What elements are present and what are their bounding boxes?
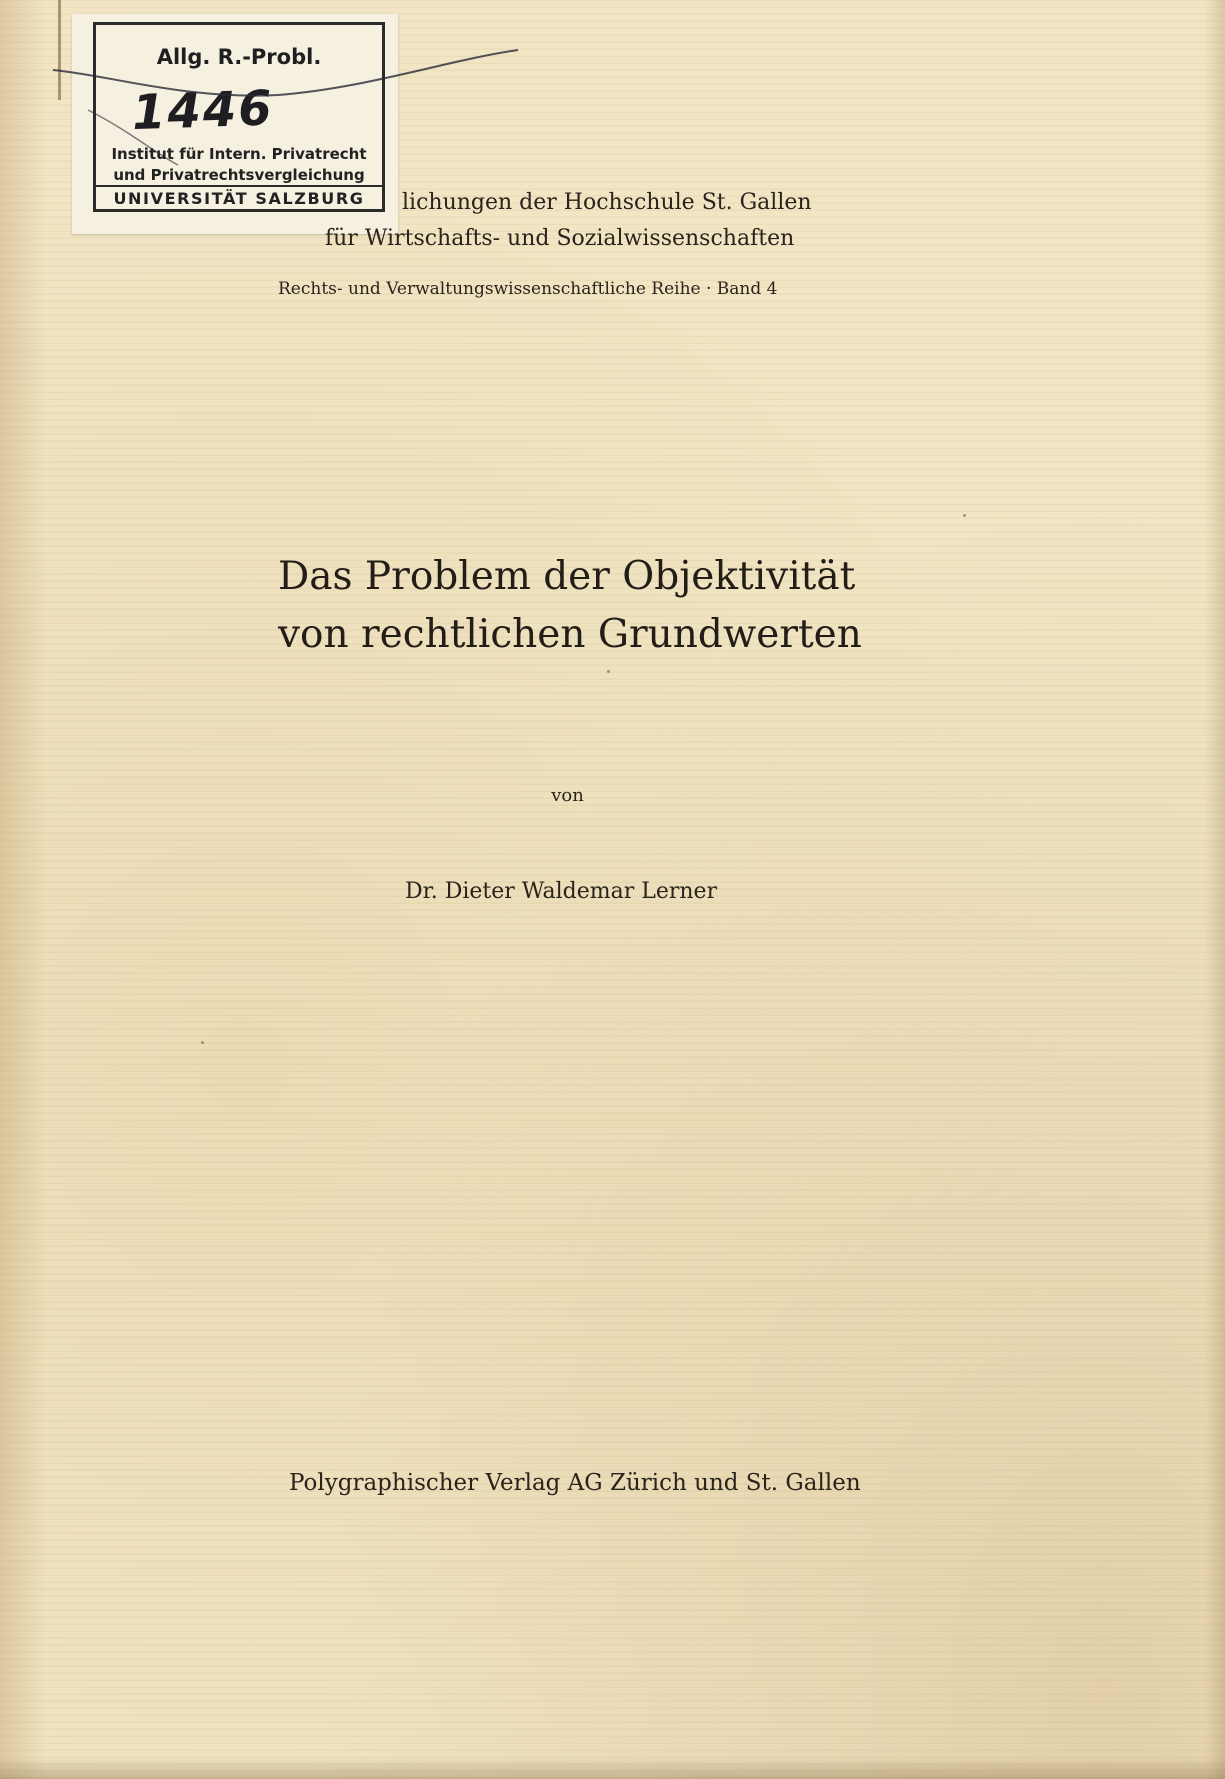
spine-edge <box>0 0 46 1779</box>
paper-speck <box>201 1041 204 1044</box>
paper-speck <box>963 514 966 517</box>
series-line-1: lichungen der Hochschule St. Gallen <box>402 190 812 215</box>
stamp-university: UNIVERSITÄT SALZBURG <box>96 185 382 208</box>
stamp-shelf-number: 1446 <box>131 80 275 142</box>
series-line-2: für Wirtschafts- und Sozialwissenschaften <box>325 226 795 251</box>
by-label: von <box>551 785 584 806</box>
paper-speck <box>607 670 610 673</box>
page-edge-shadow <box>1205 0 1225 1779</box>
bottom-edge-shadow <box>0 1757 1225 1779</box>
book-title <box>278 548 862 664</box>
series-line-3: Rechts- und Verwaltungswissenschaftliche Reihe · Band 4 <box>278 279 778 299</box>
stamp-category: Allg. R.-Probl. <box>156 45 322 69</box>
title-line-2: von rechtlichen Grundwerten <box>278 612 862 657</box>
author-name: Dr. Dieter Waldemar Lerner <box>405 879 718 904</box>
title-line-1: Das Problem der Objektivität <box>278 554 856 599</box>
handwritten-strike-line <box>48 40 568 160</box>
stamp-institute-line1: Institut für Intern. Privatrecht <box>111 145 367 163</box>
publisher: Polygraphischer Verlag AG Zürich und St. Gallen <box>289 1470 861 1496</box>
stamp-institute-line2: und Privatrechtsvergleichung <box>113 166 365 184</box>
